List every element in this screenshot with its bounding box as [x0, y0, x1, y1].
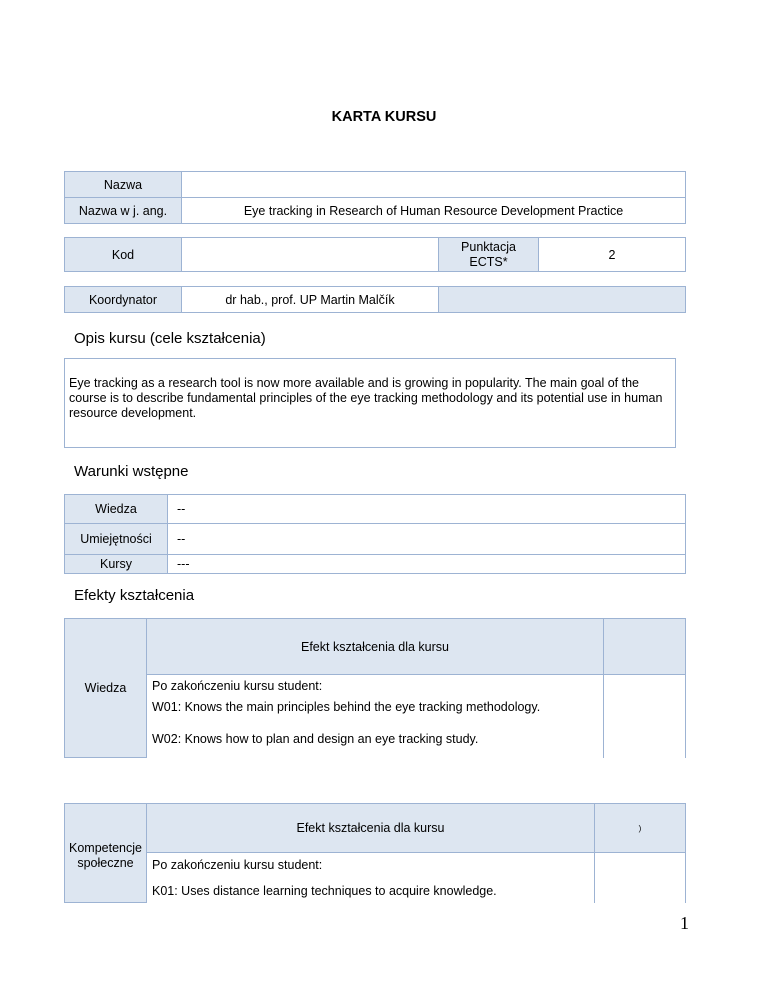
efekty-wiedza-item: W01: Knows the main principles behind the eye tracking methodology. [152, 700, 541, 714]
opis-heading: Opis kursu (cele kształcenia) [74, 330, 266, 347]
efekty-kompetencje-body [146, 852, 595, 903]
efekty-wiedza-header: Efekt kształcenia dla kursu [146, 618, 604, 675]
warunki-heading: Warunki wstępne [74, 463, 189, 480]
efekty-kompetencje-right-cell [594, 852, 686, 903]
efekty-kompetencje-intro: Po zakończeniu kursu student: [152, 858, 323, 872]
efekty-wiedza-side-label: Wiedza [64, 618, 147, 758]
warunki-umiejetnosci-label: Umiejętności [64, 523, 168, 555]
nazwa-label: Nazwa [64, 171, 182, 198]
koordynator-label: Koordynator [64, 286, 182, 313]
efekty-kompetencje-item: K01: Uses distance learning techniques to acquire knowledge. [152, 884, 497, 898]
efekty-kompetencje-side-label: Kompetencje społeczne [64, 803, 147, 903]
efekty-wiedza-right-cell [603, 674, 686, 758]
efekty-kompetencje-header-right: ) [594, 803, 686, 853]
efekty-heading: Efekty kształcenia [74, 587, 195, 604]
punktacja-label: Punktacja ECTS* [438, 237, 539, 272]
efekty-kompetencje-header: Efekt kształcenia dla kursu [146, 803, 595, 853]
efekty-wiedza-body [146, 674, 604, 758]
punktacja-value: 2 [538, 237, 686, 272]
kod-value [181, 237, 439, 272]
page-title: KARTA KURSU [331, 109, 437, 125]
warunki-umiejetnosci-value: -- [167, 523, 686, 555]
efekty-wiedza-header-right [603, 618, 686, 675]
page-number: 1 [680, 913, 689, 933]
nazwa-value [181, 171, 686, 198]
warunki-kursy-label: Kursy [64, 554, 168, 574]
nazwa-ang-label: Nazwa w j. ang. [64, 197, 182, 224]
efekty-wiedza-item: W02: Knows how to plan and design an eye tracking study. [152, 732, 479, 746]
efekty-wiedza-intro: Po zakończeniu kursu student: [152, 679, 323, 693]
koordynator-value: dr hab., prof. UP Martin Malčík [181, 286, 439, 313]
warunki-wiedza-value: -- [167, 494, 686, 524]
koordynator-extra [438, 286, 686, 313]
kod-label: Kod [64, 237, 182, 272]
opis-text: Eye tracking as a research tool is now more available and is growing in popularity. The main goal of the course is to describe fundamental principles of the eye tracking methodology and its potential use in human resource development. [64, 358, 676, 448]
warunki-wiedza-label: Wiedza [64, 494, 168, 524]
warunki-kursy-value: --- [167, 554, 686, 574]
nazwa-ang-value: Eye tracking in Research of Human Resource Development Practice [181, 197, 686, 224]
